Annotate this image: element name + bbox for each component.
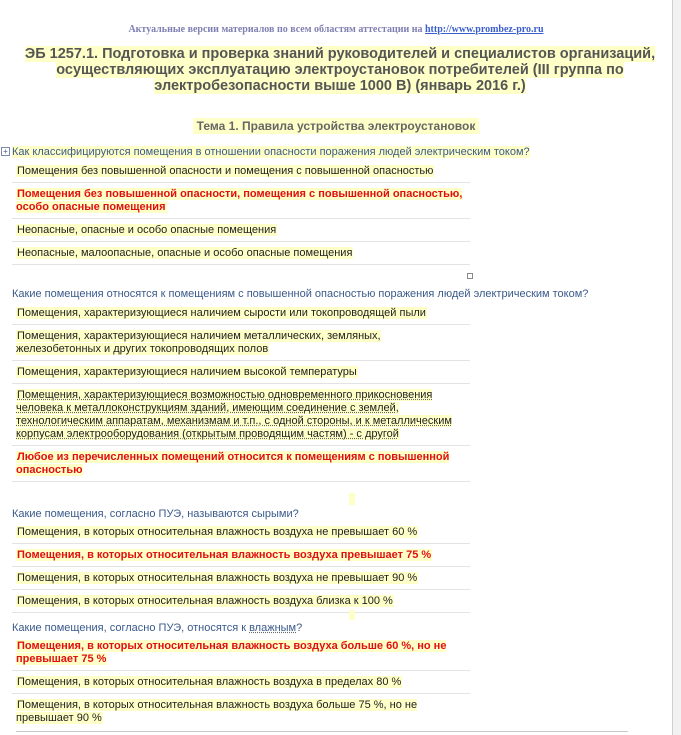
answer-1-4 [12, 242, 470, 265]
table-move-handle-icon[interactable]: + [1, 147, 10, 156]
question-4 [12, 622, 302, 634]
answer-1-1-text: Помещения без повышенной опасности и помещения с повышенной опасностью [17, 165, 434, 177]
question-3-text: Какие помещения, согласно ПУЭ, называются сырыми? [12, 508, 299, 520]
answer-3-1 [12, 521, 470, 544]
highlight-mark [349, 610, 355, 620]
question-2-text: Какие помещения относятся к помещениям с повышенной опасностью поражения людей электрическим током? [12, 288, 589, 300]
topic-heading [0, 119, 672, 133]
answer-2-5-text: Любое из перечисленных помещений относится к помещениям с повышенной опасностью [16, 451, 450, 476]
answer-3-2-correct [12, 544, 470, 567]
answer-3-4 [12, 590, 470, 613]
answer-3-3-text: Помещения, в которых относительная влажность воздуха не превышает 90 % [17, 572, 418, 584]
highlight-mark [349, 493, 355, 505]
answer-4-3-text: Помещения, в которых относительная влажность воздуха больше 75 %, но не превышает 90 % [16, 699, 418, 724]
answer-1-4-text: Неопасные, малоопасные, опасные и особо опасные помещения [17, 247, 353, 259]
page-bottom-edge [16, 731, 628, 732]
answer-1-2-correct [12, 183, 470, 219]
question-3 [12, 508, 299, 520]
answer-3-1-text: Помещения, в которых относительная влажность воздуха не превышает 60 % [17, 526, 418, 538]
answer-2-4 [12, 384, 470, 446]
document-title [14, 46, 666, 94]
header-link[interactable]: http://www.prombez-pro.ru [425, 24, 544, 35]
answer-2-1 [12, 302, 470, 325]
answer-3-2-text: Помещения, в которых относительная влажность воздуха превышает 75 % [17, 549, 432, 561]
answers-3 [12, 521, 470, 613]
answer-2-3 [12, 361, 470, 384]
answers-1 [12, 160, 470, 265]
answer-4-2-text: Помещения, в которых относительная влажность воздуха в пределах 80 % [17, 676, 402, 688]
header-prefix: Актуальные версии материалов по всем областям аттестации на [128, 24, 425, 35]
answer-2-3-text: Помещения, характеризующиеся наличием высокой температуры [17, 366, 357, 378]
topic-text: Тема 1. Правила устройства электроустановок [193, 118, 480, 134]
answer-2-1-text: Помещения, характеризующиеся наличием сырости или токопроводящей пыли [17, 307, 426, 319]
table-resize-handle[interactable] [467, 273, 473, 279]
question-4-end: ? [296, 622, 303, 634]
answer-2-2-text: Помещения, характеризующиеся наличием металлических, земляных, железобетонных и других токопроводящих полов [16, 330, 381, 355]
answer-4-1-correct [12, 635, 470, 671]
answer-4-3 [12, 694, 470, 729]
answer-4-1-text: Помещения, в которых относительная влажность воздуха больше 60 %, но не превышает 75 % [16, 640, 447, 665]
answer-1-3-text: Неопасные, опасные и особо опасные помещения [17, 224, 277, 236]
answer-2-2 [12, 325, 470, 361]
answers-2 [12, 302, 470, 482]
document-title-text: ЭБ 1257.1. Подготовка и проверка знаний руководителей и специалистов организаций, осуществляющих эксплуатацию электроустановок потребителей (III группа по электробезопасности выше 1000 В) (январь 2016 г.) [24, 46, 656, 94]
answer-2-4-text: Помещения, характеризующиеся возможностью одновременного прикосновения человека к металлоконструкциям зданий, имеющим соединение с землей, технологическим аппаратам, механизмам и т.п., с одной стороны, и к металлическим корпусам электрооборудования (открытым проводящим частям) - с другой [16, 389, 452, 440]
window-right-edge [672, 0, 681, 735]
answer-1-2-text: Помещения без повышенной опасности, помещения с повышенной опасностью, особо опасные помещения [16, 188, 463, 213]
answers-4 [12, 635, 470, 729]
answer-3-4-text: Помещения, в которых относительная влажность воздуха близка к 100 % [17, 595, 393, 607]
answer-2-5-correct [12, 446, 470, 482]
question-4-underlined: влажным [249, 622, 297, 634]
question-1-text: Как классифицируются помещения в отношении опасности поражения людей электрическим током? [12, 146, 530, 158]
header-notice [0, 24, 672, 35]
answer-4-2 [12, 671, 470, 694]
question-2 [12, 288, 588, 300]
question-4-text: Какие помещения, согласно ПУЭ, относятся к [12, 622, 250, 634]
question-1 [12, 146, 530, 158]
answer-3-3 [12, 567, 470, 590]
answer-1-1 [12, 160, 470, 183]
answer-1-3 [12, 219, 470, 242]
